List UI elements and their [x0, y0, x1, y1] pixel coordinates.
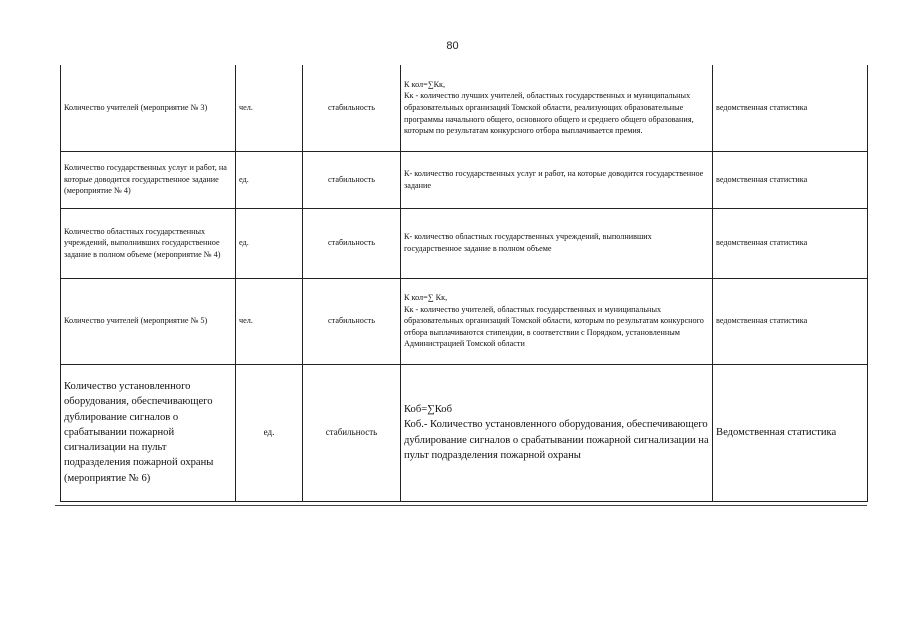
description-text: Кк - количество лучших учителей, областных государственных и муниципальных образовательных организаций Томской области, реализующих образовательные программы начального общего, основного общего и среднего общего образования, которым по результатам конкурсного отбора выплачивается премия. [404, 91, 694, 136]
method-cell [401, 65, 713, 151]
formula-text: Коб=∑Коб [404, 403, 452, 415]
trend-cell: стабильность [303, 364, 401, 501]
trend-cell: стабильность [303, 208, 401, 278]
method-cell [401, 364, 713, 501]
unit-cell: чел. [236, 65, 303, 151]
description-text: Коб.- Количество установленного оборудования, обеспечивающего дублирование сигналов о срабатывании пожарной сигнализации на пульт подразделения пожарной охраны [404, 419, 709, 461]
method-cell [401, 208, 713, 278]
page-number: 80 [446, 40, 459, 52]
source-cell: Ведомственная статистика [713, 364, 868, 501]
table-row [61, 65, 868, 151]
trend-cell: стабильность [303, 278, 401, 364]
method-cell [401, 151, 713, 208]
unit-cell: ед. [236, 364, 303, 501]
unit-cell: чел. [236, 278, 303, 364]
table-row [61, 278, 868, 364]
description-text: Кк - количество учителей, областных государственных и муниципальных образовательных организаций Томской области, которым по результатам конкурсного отбора выплачиваются стипендии, в соответствии с Порядком, установленным Администрацией Томской области [404, 304, 704, 349]
table-row [61, 364, 868, 501]
bottom-rule [55, 505, 867, 506]
source-cell: ведомственная статистика [713, 151, 868, 208]
indicator-name-cell: Количество установленного оборудования, обеспечивающего дублирование сигналов о срабатывании пожарной сигнализации на пульт подразделения пожарной охраны (мероприятие № 6) [61, 364, 236, 501]
indicator-name-cell: Количество государственных услуг и работ, на которые доводится государственное задание (мероприятие № 4) [61, 151, 236, 208]
description-text: К- количество областных государственных учреждений, выполнивших государственное задание в полном объеме [404, 232, 652, 253]
source-cell: ведомственная статистика [713, 65, 868, 151]
indicator-name-cell: Количество учителей (мероприятие № 5) [61, 278, 236, 364]
source-cell: ведомственная статистика [713, 208, 868, 278]
description-text: К- количество государственных услуг и работ, на которые доводится государственное задание [404, 168, 704, 190]
formula-text: К кол=∑Кк, [404, 79, 446, 89]
unit-cell: ед. [236, 151, 303, 208]
trend-cell: стабильность [303, 65, 401, 151]
formula-text: К кол=∑ Кк, [404, 293, 448, 303]
indicator-name-cell: Количество областных государственных учреждений, выполнивших государственное задание в полном объеме (мероприятие № 4) [61, 208, 236, 278]
indicator-name-cell: Количество учителей (мероприятие № 3) [61, 65, 236, 151]
table-row [61, 151, 868, 208]
indicators-table [60, 65, 868, 502]
table-row [61, 208, 868, 278]
unit-cell: ед. [236, 208, 303, 278]
source-cell: ведомственная статистика [713, 278, 868, 364]
trend-cell: стабильность [303, 151, 401, 208]
method-cell [401, 278, 713, 364]
